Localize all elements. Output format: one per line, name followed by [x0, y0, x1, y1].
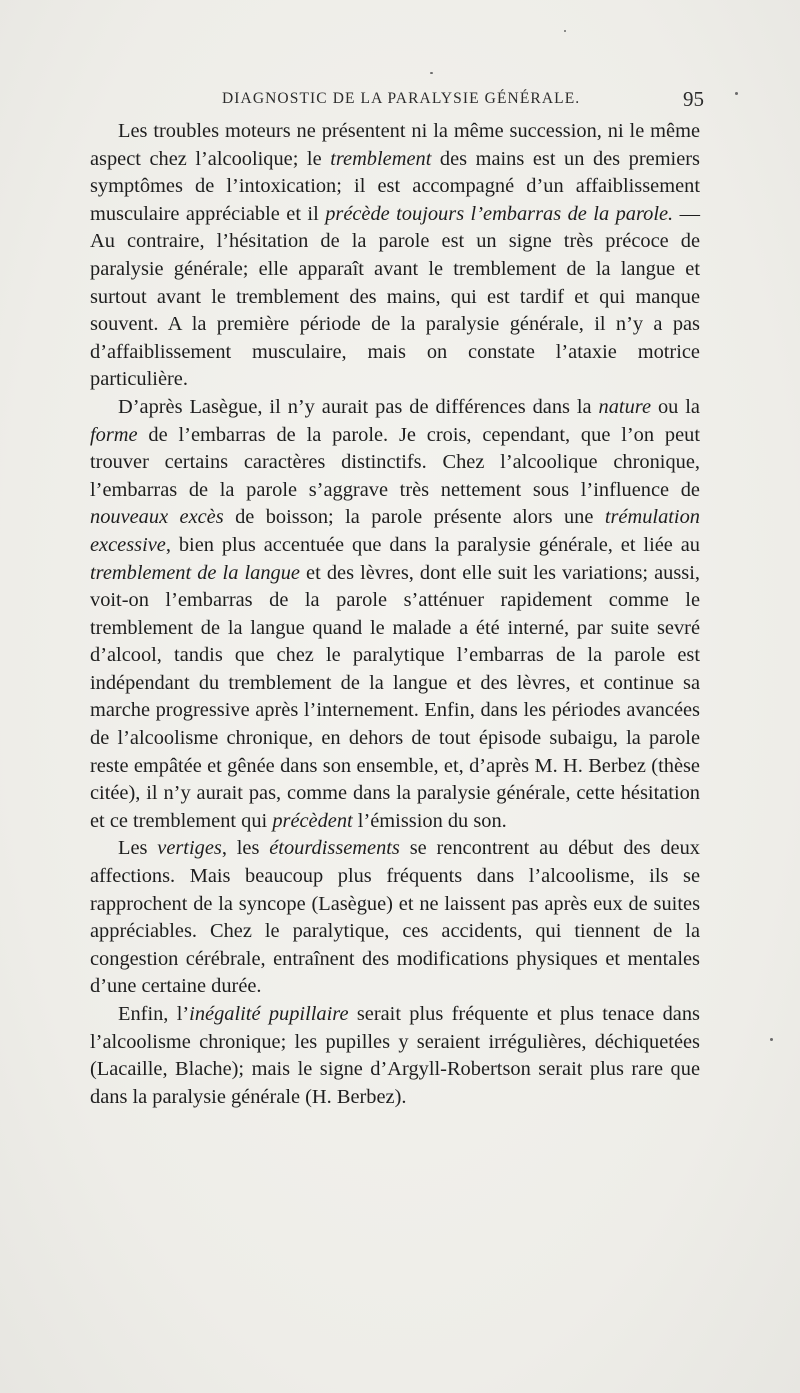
italic-text: nouveaux excès — [90, 506, 224, 529]
italic-text: vertiges — [157, 837, 222, 860]
paragraph — [90, 118, 700, 394]
print-speck — [564, 30, 566, 32]
print-speck — [430, 72, 433, 74]
paragraph — [90, 835, 700, 1001]
text-run: , bien plus accentuée que dans la paralysie générale, et liée au — [165, 533, 700, 556]
text-run: ou la — [651, 395, 700, 418]
page-header — [90, 88, 706, 114]
italic-text: précède toujours l’embarras de la parole. — [325, 202, 674, 225]
text-run: l’émission du son. — [352, 809, 507, 832]
italic-text: trémulation excessive — [90, 506, 700, 556]
text-run: Les — [118, 837, 158, 860]
print-speck — [735, 92, 738, 95]
page-number: 95 — [683, 87, 704, 111]
italic-text: tremblement — [330, 147, 432, 170]
running-title: DIAGNOSTIC DE LA PARALYSIE GÉNÉRALE. — [222, 90, 581, 107]
italic-text: nature — [598, 395, 652, 418]
paragraph — [90, 394, 700, 836]
text-run: de boisson; la parole présente alors une — [223, 506, 605, 529]
text-run: — Au contraire, l’hésitation de la parole est un signe très précoce de paralysie générale; elle apparaît avant le tremblement de la langue et surtout avant le tremblement des mains, qui est tardif et qui manque souvent. A la première période de la paralysie générale, il n’y a pas d’affaiblissement musculaire, mais on constate l’ataxie motrice particulière. — [90, 202, 700, 391]
text-run: D’après Lasègue, il n’y aurait pas de différences dans la — [118, 395, 599, 418]
text-run: se rencontrent au début des deux affections. Mais beaucoup plus fréquents dans l’alcoolisme, ils se rapprochent de la syncope (Lasègue) et ne laissent pas après eux de suites appréciables. Chez le paralytique, ces accidents, qui tiennent de la congestion cérébrale, entraînent des modifications physiques et mentales d’une certaine durée. — [90, 837, 700, 998]
italic-text: forme — [90, 423, 138, 446]
text-run: Enfin, l’ — [118, 1003, 190, 1025]
italic-text: étourdissements — [269, 837, 400, 860]
text-run: serait plus fréquente et plus tenace dans l’alcoolisme chronique; les pupilles y seraient irrégulières, déchiquetées (Lacaille, Blache); mais le signe d’Argyll-Robertson serait plus rare que dans la paralysie générale (H. Berbez). — [90, 1003, 700, 1108]
body-text — [90, 118, 700, 1111]
text-run: , les — [221, 837, 270, 860]
print-speck — [770, 1038, 773, 1041]
text-run: des mains est un des premiers symptômes de l’intoxication; il est accompagné d’un affaiblissement musculaire appréciable et il — [90, 147, 700, 225]
text-run: de l’embarras de la parole. Je crois, cependant, que l’on peut trouver certains caractères distinctifs. Chez l’alcoolique chronique, l’embarras de la parole s’aggrave très nettement sous l’influence de — [90, 423, 700, 501]
italic-text: tremblement de la langue — [90, 561, 300, 584]
italic-text: inégalité pupillaire — [189, 1003, 349, 1025]
text-run: Les troubles moteurs ne présentent ni la même succession, ni le même aspect chez l’alcoolique; le — [90, 120, 700, 170]
text-run: et des lèvres, dont elle suit les variations; aussi, voit-on l’embarras de la parole s’atténuer rapidement comme le tremblement de la langue quand le malade a été interné, par suite sevré d’alcool, tandis que chez le paralytique l’embarras de la parole est indépendant du tremblement de la langue et des lèvres, et continue sa marche progressive après l’internement. Enfin, dans les périodes avancées de l’alcoolisme chronique, en dehors de tout épisode subaigu, la parole reste empâtée et gênée dans son ensemble, et, d’après M. H. Berbez (thèse citée), il n’y aurait pas, comme dans la paralysie générale, cette hésitation et ce tremblement qui — [90, 561, 700, 832]
paragraph — [90, 1001, 700, 1111]
italic-text: précèdent — [272, 809, 353, 832]
